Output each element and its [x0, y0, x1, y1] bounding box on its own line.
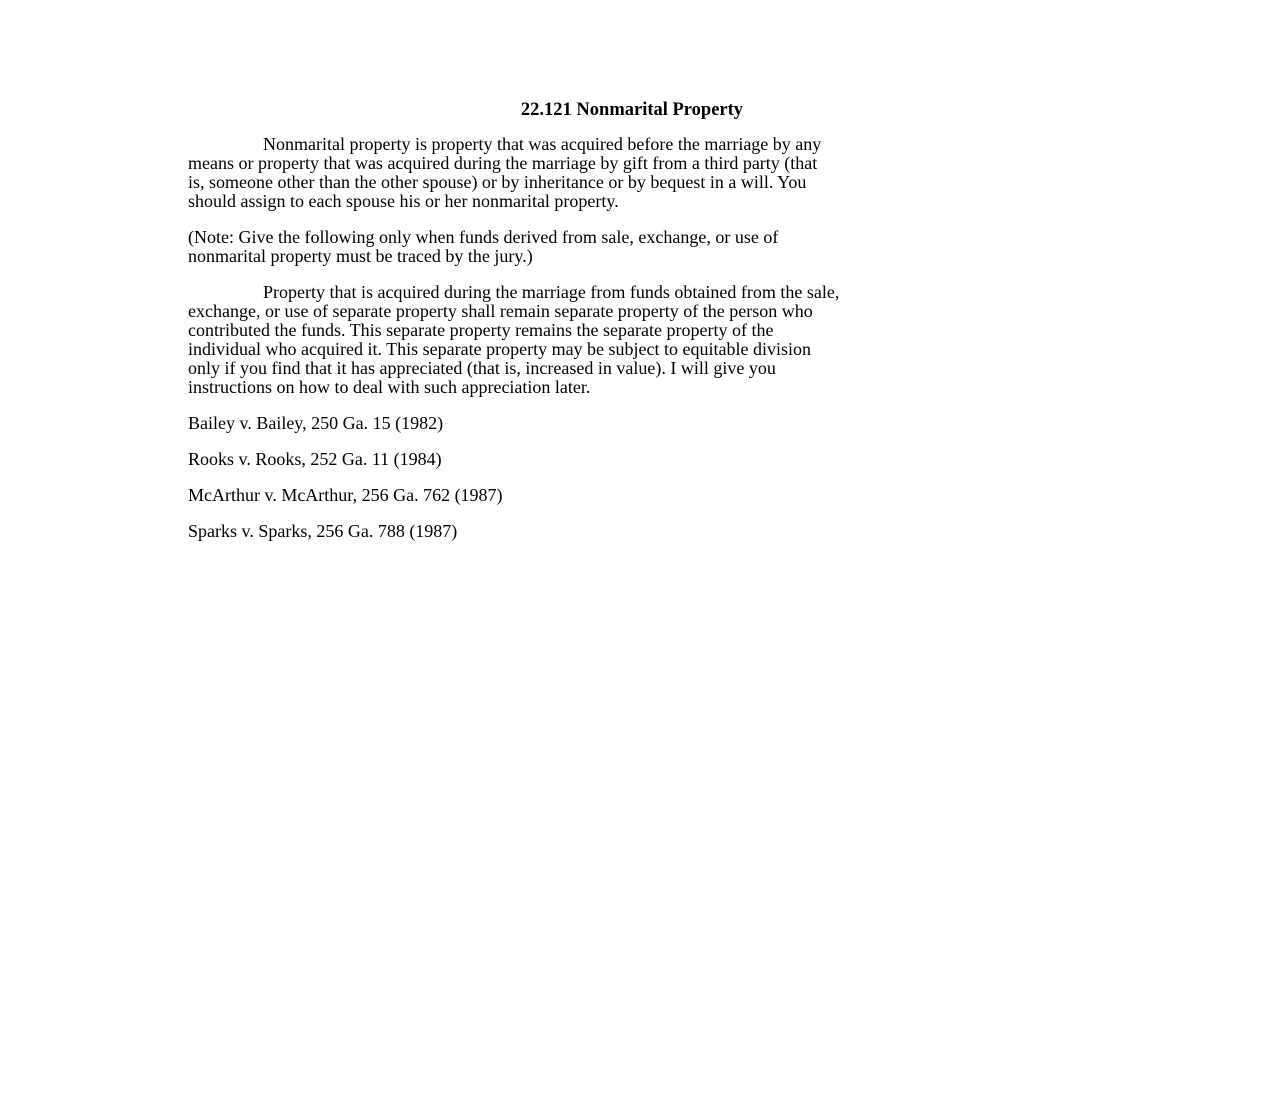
paragraph-line: instructions on how to deal with such appreciation later. — [188, 377, 591, 397]
document-title: 22.121 Nonmarital Property — [520, 100, 744, 120]
paragraph-line: contributed the funds. This separate property remains the separate property of the — [188, 320, 774, 340]
paragraph-separate-property — [188, 283, 1078, 397]
paragraph-line: is, someone other than the other spouse) or by inheritance or by bequest in a will. You — [188, 172, 807, 192]
citation-bailey: Bailey v. Bailey, 250 Ga. 15 (1982) — [188, 413, 444, 433]
note-line: (Note: Give the following only when funds derived from sale, exchange, or use of — [188, 227, 779, 247]
paragraph-line: should assign to each spouse his or her nonmarital property. — [188, 191, 619, 211]
paragraph-nonmarital-definition — [188, 135, 1078, 211]
paragraph-line: Property that is acquired during the marriage from funds obtained from the sale, — [263, 282, 840, 302]
citation-rooks: Rooks v. Rooks, 252 Ga. 11 (1984) — [188, 449, 442, 469]
paragraph-line: exchange, or use of separate property shall remain separate property of the person who — [188, 301, 813, 321]
citation-mcarthur: McArthur v. McArthur, 256 Ga. 762 (1987) — [188, 485, 503, 505]
paragraph-line: Nonmarital property is property that was acquired before the marriage by any — [263, 134, 822, 154]
citation-sparks: Sparks v. Sparks, 256 Ga. 788 (1987) — [188, 521, 458, 541]
document-page — [188, 99, 1078, 558]
instruction-note — [188, 228, 1078, 266]
paragraph-line: means or property that was acquired during the marriage by gift from a third party (that — [188, 153, 818, 173]
note-line: nonmarital property must be traced by the jury.) — [188, 246, 533, 266]
paragraph-line: only if you find that it has appreciated (that is, increased in value). I will give you — [188, 358, 776, 378]
paragraph-line: individual who acquired it. This separate property may be subject to equitable division — [188, 339, 812, 359]
